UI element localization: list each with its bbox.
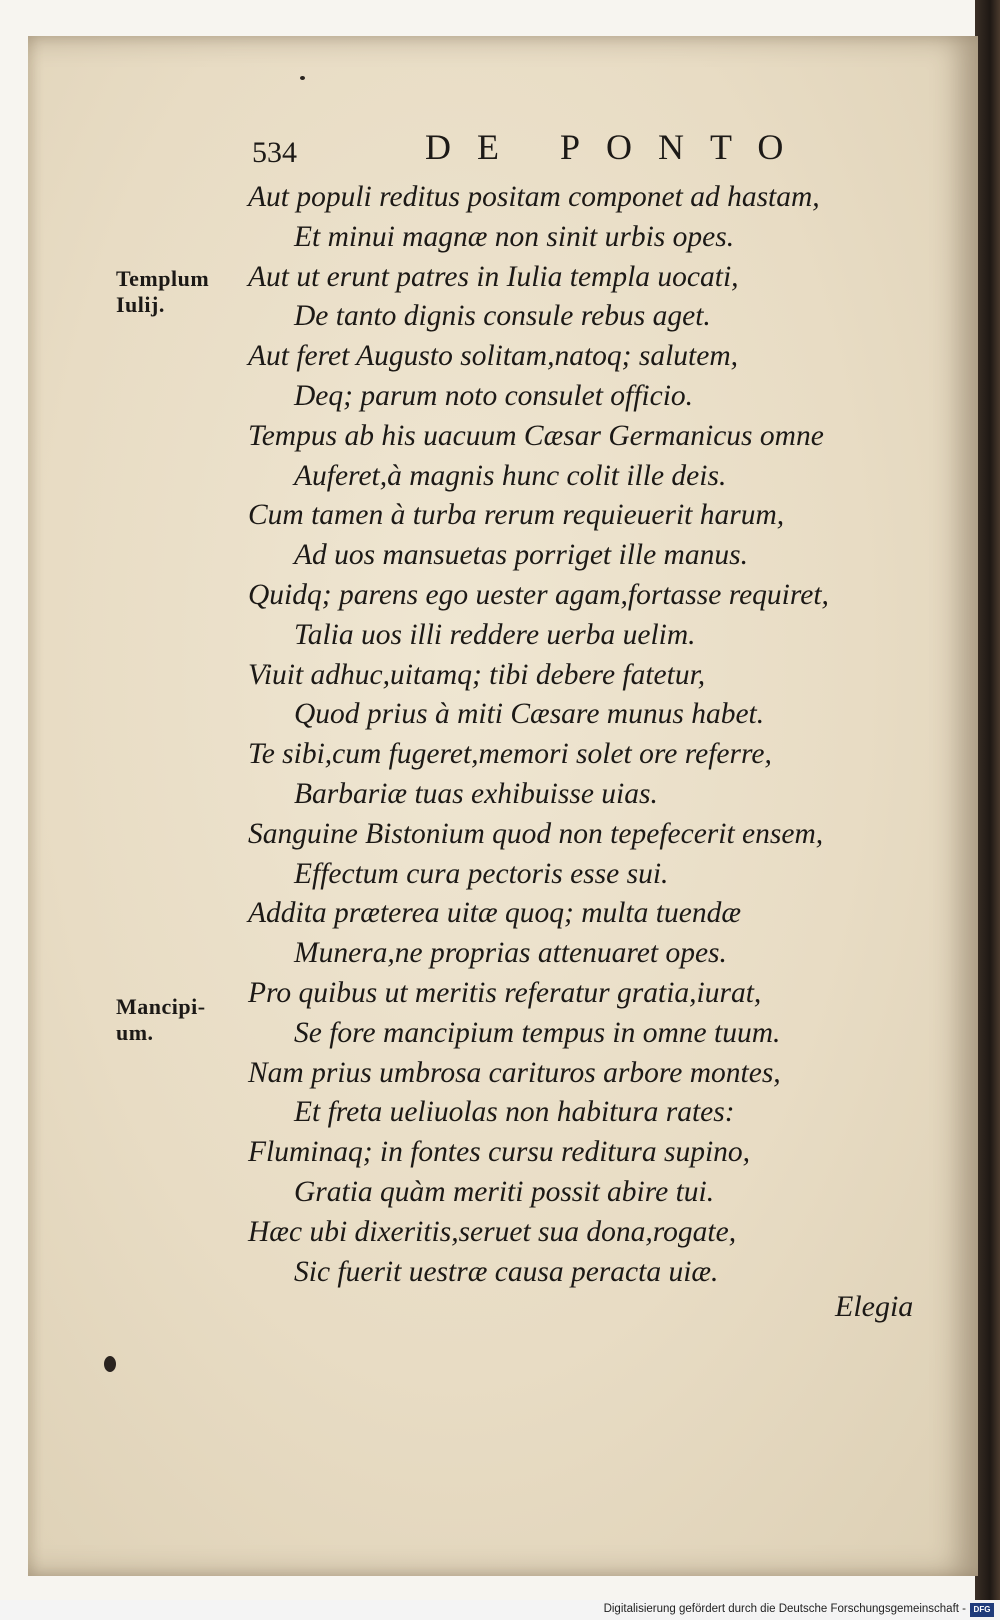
margin-note-line: Iulij. (116, 292, 165, 317)
verse-line: Nam prius umbrosa carituros arbore montes, (248, 1056, 781, 1089)
verse-line: Aut feret Augusto solitam,natoq; salutem, (248, 340, 739, 373)
verse-line: Sanguine Bistonium quod non tepefecerit ensem, (248, 817, 824, 850)
verse-line: De tanto dignis consule rebus aget. (294, 300, 711, 333)
verse-line: Quod prius à miti Cæsare munus habet. (294, 698, 765, 731)
verse-line: Sic fuerit uestræ causa peracta uiæ. (294, 1255, 719, 1288)
footer-credit: Digitalisierung gefördert durch die Deutsche Forschungsgemeinschaft - (603, 1603, 966, 1615)
verse-line: Hæc ubi dixeritis,seruet sua dona,rogate, (248, 1215, 737, 1248)
verse-line: Barbariæ tuas exhibuisse uias. (294, 777, 658, 810)
running-head: DE PONTO (425, 127, 810, 167)
verse-line: Tempus ab his uacuum Cæsar Germanicus omne (248, 419, 824, 452)
margin-note-line: Mancipi- (116, 994, 206, 1019)
verse-line: Viuit adhuc,uitamq; tibi debere fatetur, (248, 658, 706, 691)
verse-line: Ad uos mansuetas porriget ille manus. (294, 539, 748, 572)
verse-line: Effectum cura pectoris esse sui. (294, 857, 669, 890)
verse-block (248, 178, 898, 1292)
ink-speck (300, 76, 305, 80)
verse-line: Quidq; parens ego uester agam,fortasse requiret, (248, 578, 829, 611)
catchword: Elegia (835, 1290, 914, 1323)
dfg-logo: DFG (970, 1603, 994, 1617)
margin-note-templum (116, 266, 209, 318)
verse-line: Talia uos illi reddere uerba uelim. (294, 618, 696, 651)
ink-blot (104, 1356, 116, 1372)
margin-note-mancipium (116, 994, 206, 1046)
verse-line: Te sibi,cum fugeret,memori solet ore referre, (248, 738, 772, 771)
verse-line: Se fore mancipium tempus in omne tuum. (294, 1016, 781, 1049)
verse-line: Fluminaq; in fontes cursu reditura supino, (248, 1136, 751, 1169)
verse-line: Pro quibus ut meritis referatur gratia,iurat, (248, 976, 762, 1009)
margin-note-line: Templum (116, 266, 210, 291)
book-edge (975, 0, 1000, 1600)
margin-note-line: um. (116, 1020, 154, 1045)
verse-line: Deq; parum noto consulet officio. (294, 379, 694, 412)
page-number: 534 (252, 136, 297, 169)
verse-line: Auferet,à magnis hunc colit ille deis. (294, 459, 727, 492)
verse-line: Gratia quàm meriti possit abire tui. (294, 1175, 715, 1208)
verse-line: Addita præterea uitæ quoq; multa tuendæ (248, 897, 742, 930)
verse-line: Aut populi reditus positam componet ad hastam, (248, 181, 820, 213)
verse-line: Aut ut erunt patres in Iulia templa uocati, (248, 260, 739, 293)
verse-line: Et freta ueliuolas non habitura rates: (294, 1096, 735, 1129)
verse-line: Et minui magnæ non sinit urbis opes. (294, 220, 735, 253)
footer-bar (0, 1600, 1000, 1620)
verse-line: Munera,ne proprias attenuaret opes. (294, 937, 727, 970)
verse-line: Cum tamen à turba rerum requieuerit harum, (248, 499, 785, 532)
